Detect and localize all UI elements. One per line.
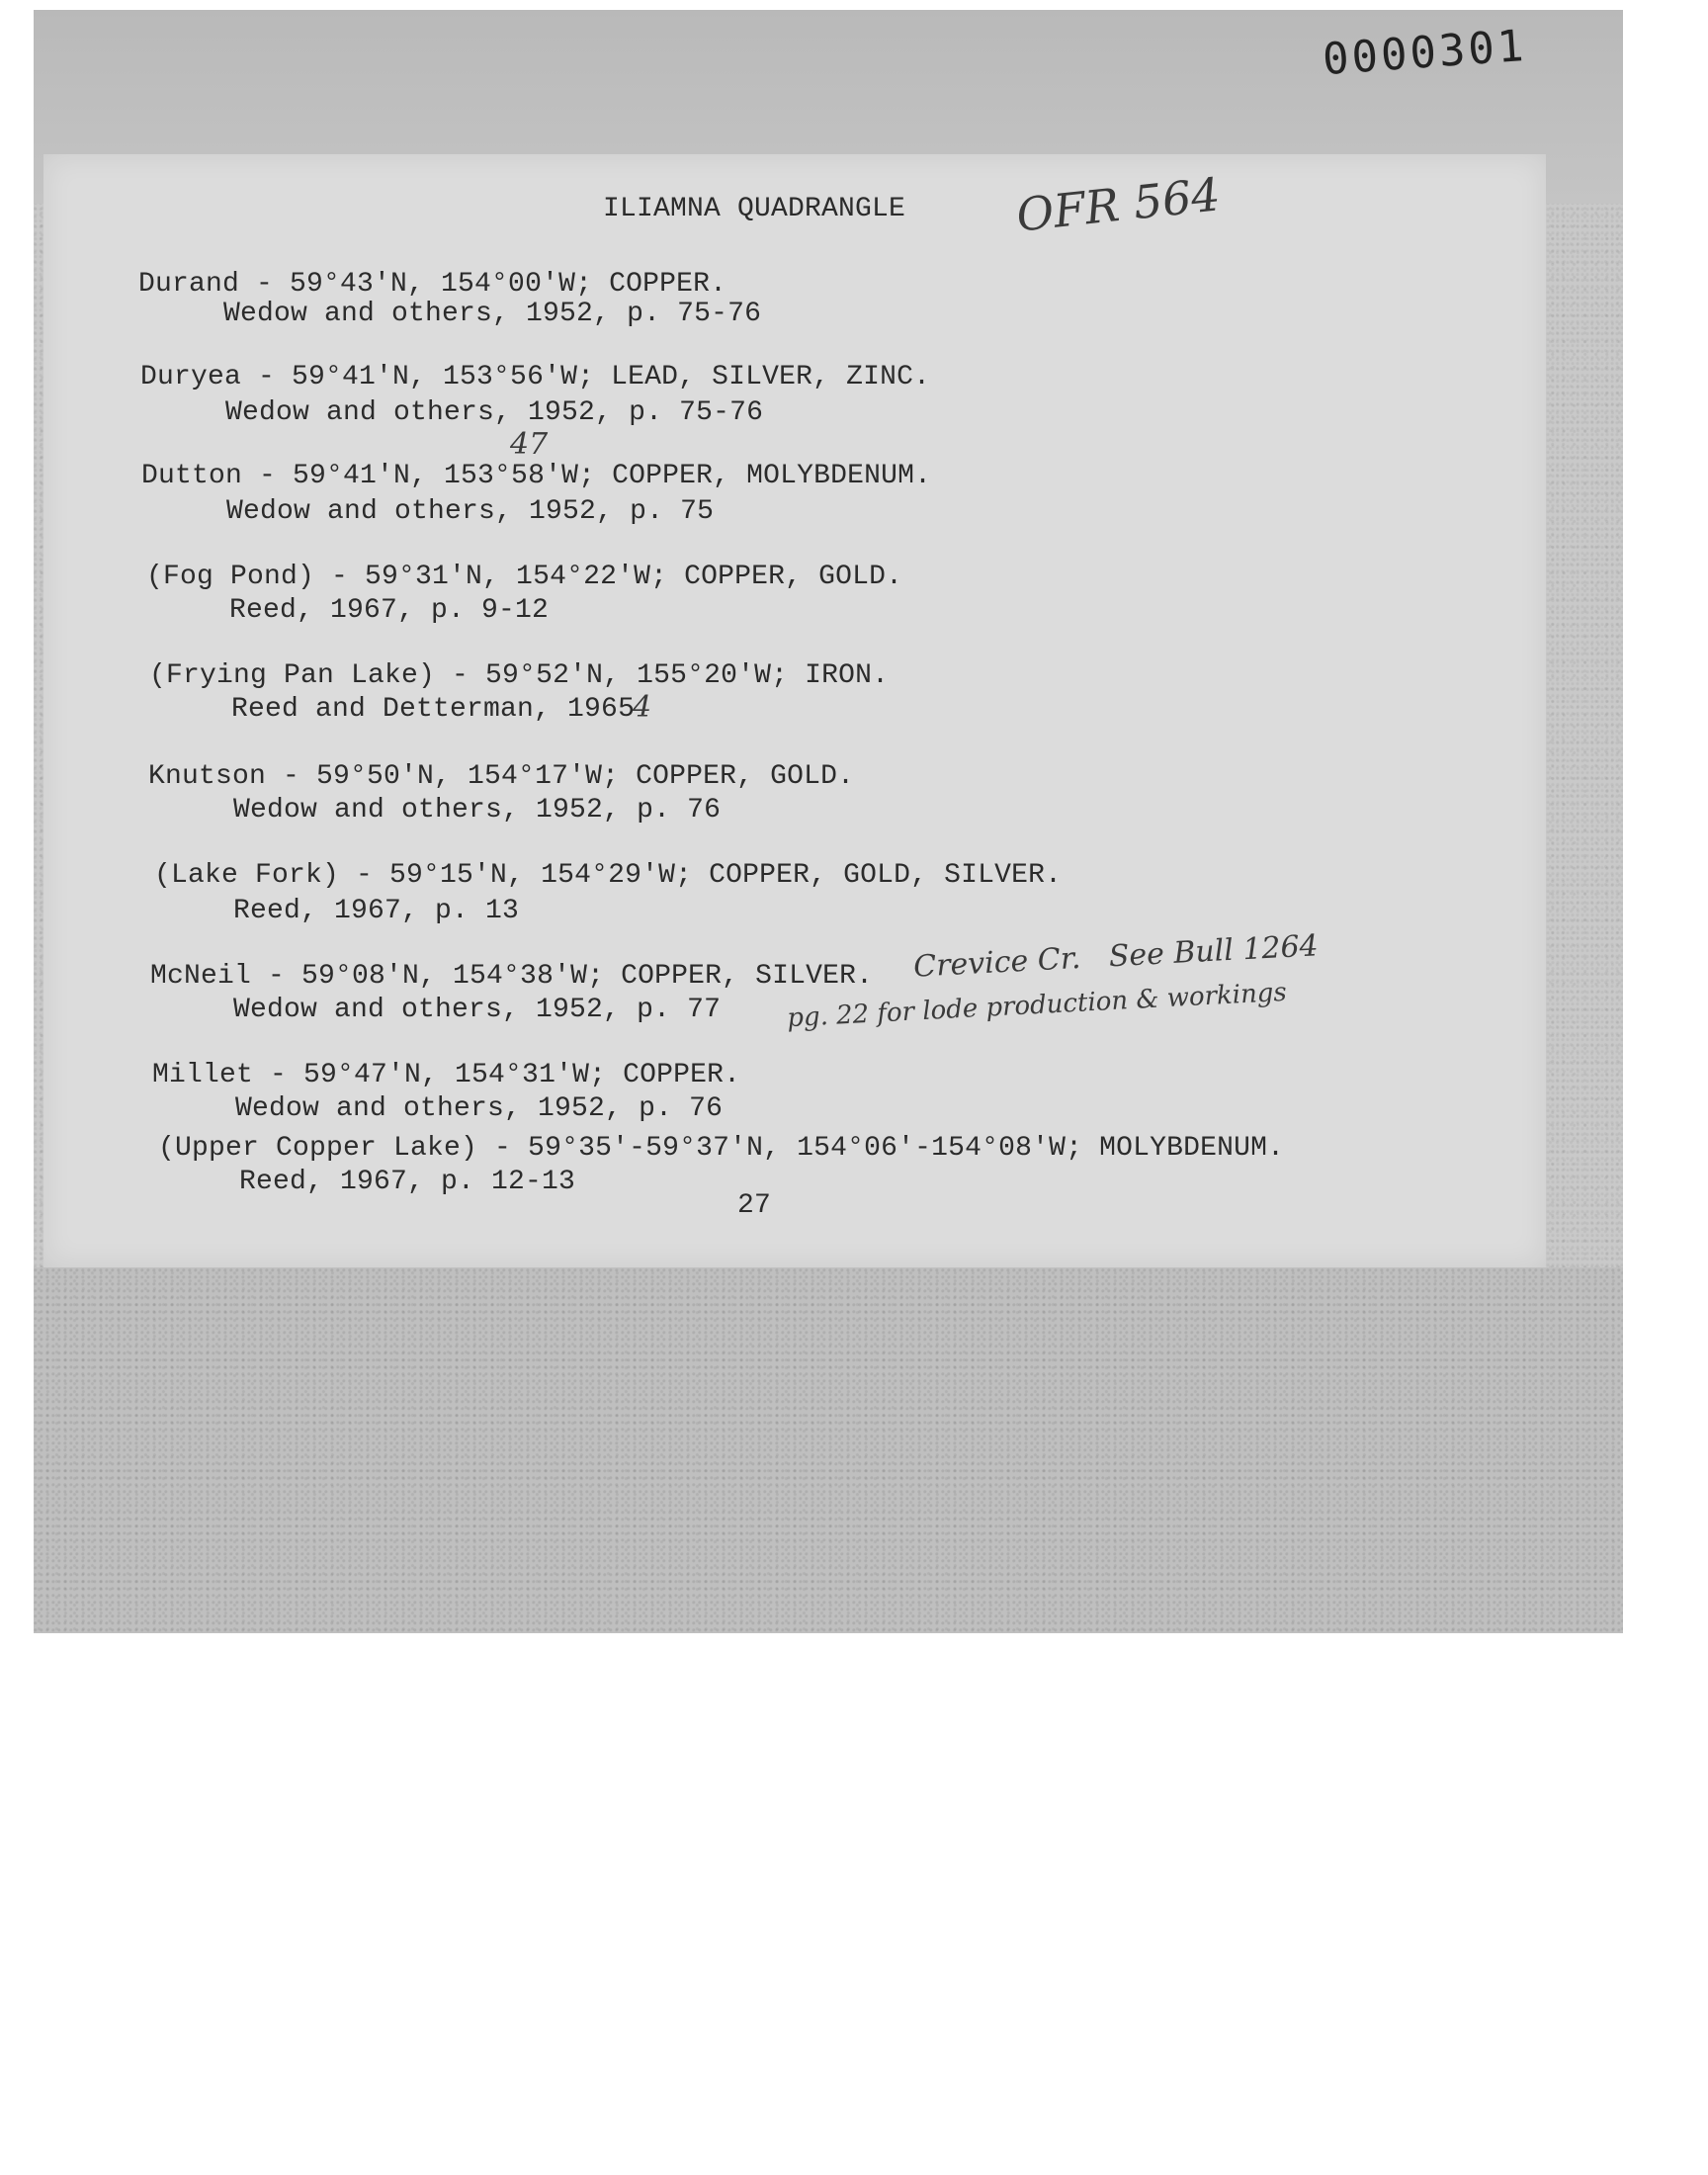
scan-bottom-band [34,1267,1623,1633]
entry-reference: Wedow and others, 1952, p. 75-76 [225,397,764,428]
entry-heading: Dutton - 59°41'N, 153°58'W; COPPER, MOLYBDENUM. [141,461,932,491]
entry-reference: Reed, 1967, p. 12-13 [239,1167,576,1197]
entry-reference: Reed, 1967, p. 13 [233,896,520,926]
handwritten-note: pg. 22 for lode production & workings [786,977,1288,1034]
entry-reference: Wedow and others, 1952, p. 75-76 [223,299,762,329]
entry-heading: Millet - 59°47'N, 154°31'W; COPPER. [152,1060,741,1090]
file-note: OFR 564 [1013,167,1223,242]
entry-reference: Wedow and others, 1952, p. 76 [235,1093,724,1124]
entry-heading: Knutson - 59°50'N, 154°17'W; COPPER, GOLD. [148,761,855,792]
handwritten-note: Crevice Cr. See Bull 1264 [912,928,1320,985]
page-number: 27 [737,1190,772,1221]
entry-reference: Reed, 1967, p. 9-12 [229,595,550,626]
entry-reference: Wedow and others, 1952, p. 75 [226,496,715,527]
handwritten-correction: 4 [633,690,652,725]
entry-heading: (Frying Pan Lake) - 59°52'N, 155°20'W; IRON. [149,660,890,691]
page-title: ILIAMNA QUADRANGLE [603,194,906,224]
entry-reference: Wedow and others, 1952, p. 77 [233,995,722,1025]
entry-heading: (Fog Pond) - 59°31'N, 154°22'W; COPPER, GOLD. [146,562,903,592]
entry-reference: Reed and Detterman, 1965 [231,694,636,725]
entry-heading: McNeil - 59°08'N, 154°38'W; COPPER, SILVER. [150,961,874,992]
entry-heading: Duryea - 59°41'N, 153°56'W; LEAD, SILVER, ZINC. [140,362,931,392]
entry-reference: Wedow and others, 1952, p. 76 [233,795,722,826]
handwritten-correction: 47 [510,427,549,462]
entry-heading: (Lake Fork) - 59°15'N, 154°29'W; COPPER, GOLD, SILVER. [154,860,1063,891]
entry-heading: Durand - 59°43'N, 154°00'W; COPPER. [138,269,727,300]
stamp-number: 0000301 [1321,20,1528,86]
entry-heading: (Upper Copper Lake) - 59°35'-59°37'N, 154°06'-154°08'W; MOLYBDENUM. [158,1133,1285,1164]
